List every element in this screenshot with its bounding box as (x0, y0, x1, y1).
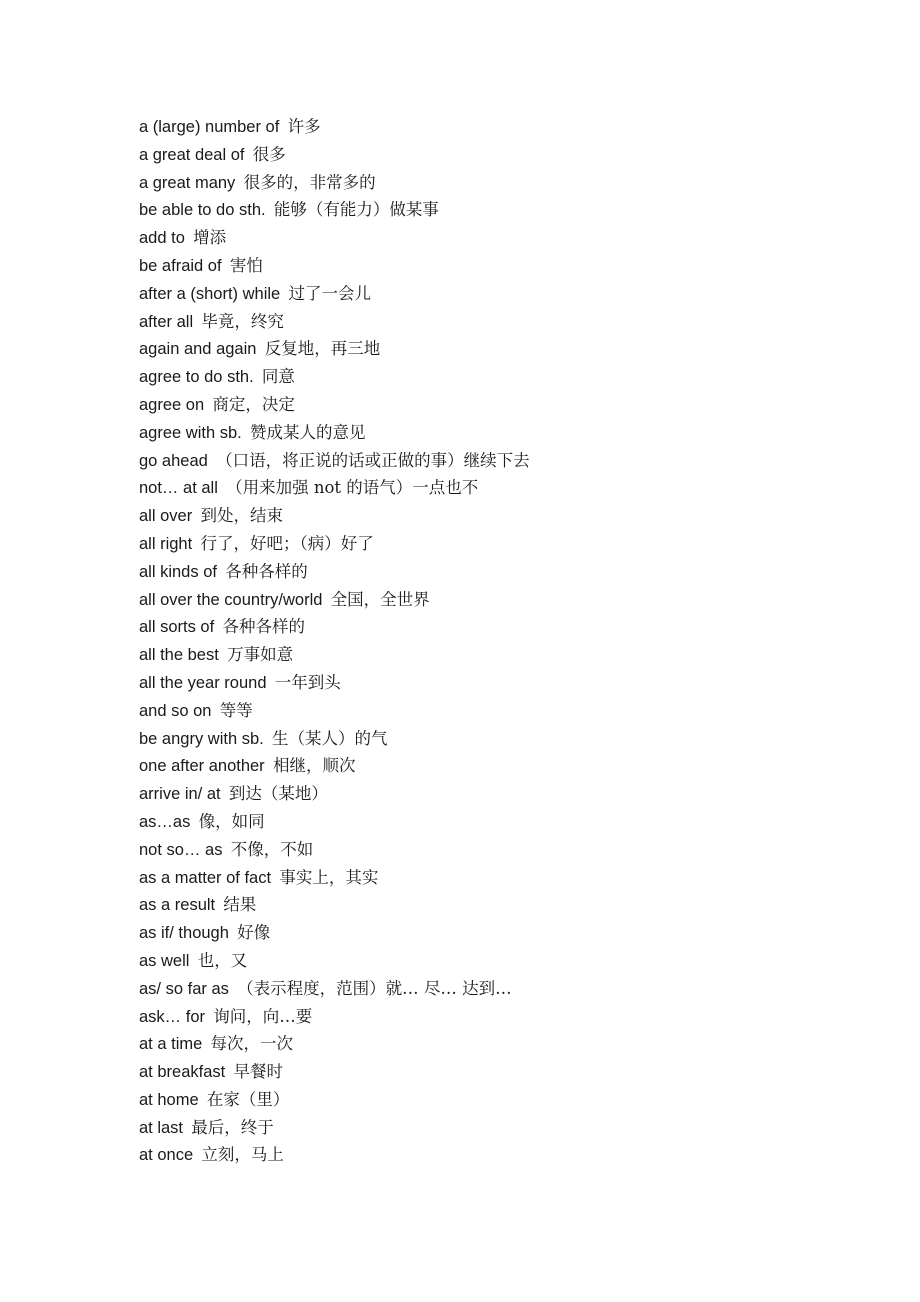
english-phrase: at home (139, 1090, 199, 1109)
phrase-entry (139, 1086, 530, 1114)
english-phrase: at last (139, 1118, 184, 1137)
chinese-meaning: 各种各样的 (222, 617, 305, 637)
english-phrase: one after another (139, 757, 265, 776)
english-phrase: at once (139, 1146, 194, 1165)
phrase-entry (139, 808, 530, 836)
english-phrase: all the year round (139, 673, 267, 692)
chinese-meaning: 许多 (287, 117, 321, 136)
phrase-entry (139, 169, 530, 197)
chinese-meaning: 像，如同 (198, 811, 265, 831)
chinese-meaning: 反复地，再三地 (264, 339, 381, 359)
chinese-meaning: 万事如意 (227, 645, 294, 665)
phrase-entry (139, 725, 530, 753)
phrase-entry (139, 919, 530, 947)
english-phrase: agree on (139, 395, 205, 414)
phrase-entry (139, 697, 530, 725)
english-phrase: agree with sb. (139, 423, 242, 442)
phrase-entry (139, 335, 530, 363)
chinese-meaning: 行了，好吧；（病）好了 (200, 533, 374, 553)
english-phrase: a (large) number of (139, 118, 280, 136)
chinese-meaning: 在家（里） (206, 1089, 290, 1109)
phrase-entry (139, 780, 530, 808)
chinese-meaning: 一年到头 (274, 672, 341, 692)
chinese-meaning: 赞成某人的意见 (249, 422, 366, 442)
english-phrase: be angry with sb. (139, 729, 264, 748)
phrase-entry (139, 836, 530, 864)
phrase-entry (139, 975, 530, 1003)
chinese-meaning: 早餐时 (233, 1062, 283, 1082)
chinese-meaning: 毕竟，终究 (201, 311, 284, 331)
english-phrase: all over (139, 507, 193, 526)
chinese-meaning: （表示程度，范围）就… 尽… 达到… (237, 978, 512, 998)
chinese-meaning: 到达（某地） (228, 784, 328, 804)
english-phrase: all over the country/world (139, 590, 323, 609)
chinese-meaning: 过了一会儿 (288, 283, 371, 303)
english-phrase: as well (139, 951, 190, 970)
chinese-meaning: 很多 (252, 144, 286, 164)
chinese-meaning: 商定，决定 (212, 394, 295, 414)
chinese-meaning: （口语，将正说的话或正做的事）继续下去 (216, 450, 530, 470)
phrase-entry (139, 891, 530, 919)
english-phrase: all kinds of (139, 562, 217, 581)
english-phrase: after a (short) while (139, 284, 281, 303)
chinese-meaning: 事实上，其实 (279, 867, 379, 887)
english-phrase: as a result (139, 896, 216, 915)
english-phrase: be able to do sth. (139, 201, 266, 220)
english-phrase: add to (139, 229, 185, 248)
phrase-entry (139, 308, 530, 336)
english-phrase: be afraid of (139, 256, 222, 275)
english-phrase: as…as (139, 812, 191, 831)
phrase-entry (139, 419, 530, 447)
chinese-meaning: 能够（有能力）做某事 (273, 200, 439, 220)
english-phrase: all right (139, 534, 193, 553)
english-phrase: all the best (139, 646, 219, 665)
english-phrase: a great many (139, 173, 236, 192)
phrase-entry (139, 752, 530, 780)
phrase-entry (139, 391, 530, 419)
phrase-entry (139, 280, 530, 308)
english-phrase: all sorts of (139, 618, 215, 637)
phrase-entry (139, 1114, 530, 1142)
phrase-entry (139, 224, 530, 252)
english-phrase: ask… for (139, 1007, 206, 1026)
chinese-meaning: 询问，向…要 (213, 1006, 313, 1026)
chinese-meaning: 最后，终于 (191, 1117, 274, 1137)
chinese-meaning: 不像，不如 (230, 839, 314, 859)
english-phrase: a great deal of (139, 145, 245, 164)
english-phrase: at a time (139, 1035, 203, 1054)
phrase-list (139, 113, 530, 1169)
chinese-meaning: 全国，全世界 (330, 589, 430, 609)
english-phrase: not… at all (139, 479, 218, 498)
chinese-meaning: 也，又 (197, 950, 248, 970)
chinese-meaning: 到处，结束 (200, 506, 283, 526)
phrase-entry (139, 669, 530, 697)
english-phrase: go ahead (139, 451, 208, 470)
phrase-entry (139, 141, 530, 169)
phrase-entry (139, 864, 530, 892)
phrase-entry (139, 613, 530, 641)
phrase-entry (139, 447, 530, 475)
english-phrase: at breakfast (139, 1063, 226, 1082)
chinese-meaning: 害怕 (229, 255, 263, 275)
phrase-entry (139, 641, 530, 669)
chinese-meaning: 同意 (261, 367, 295, 387)
english-phrase: as if/ though (139, 924, 229, 943)
phrase-entry (139, 474, 530, 502)
chinese-meaning: 各种各样的 (225, 561, 308, 581)
chinese-meaning: 结果 (223, 895, 257, 915)
chinese-meaning: 相继，顺次 (272, 756, 356, 776)
english-phrase: after all (139, 312, 194, 331)
phrase-entry (139, 113, 530, 141)
phrase-entry (139, 558, 530, 586)
phrase-entry (139, 502, 530, 530)
chinese-meaning: 每次，一次 (210, 1034, 294, 1054)
english-phrase: not so… as (139, 840, 223, 859)
english-phrase: again and again (139, 340, 257, 359)
phrase-entry (139, 252, 530, 280)
phrase-entry (139, 1003, 530, 1031)
phrase-entry (139, 196, 530, 224)
english-phrase: and so on (139, 701, 212, 720)
chinese-meaning: 等等 (219, 700, 253, 720)
chinese-meaning: 很多的，非常多的 (243, 172, 376, 192)
chinese-meaning: 增添 (193, 228, 227, 248)
phrase-entry (139, 530, 530, 558)
english-phrase: arrive in/ at (139, 785, 221, 804)
phrase-entry (139, 586, 530, 614)
chinese-meaning: 生（某人）的气 (271, 728, 388, 748)
chinese-meaning: 立刻，马上 (201, 1145, 284, 1165)
phrase-entry (139, 1058, 530, 1086)
phrase-entry (139, 947, 530, 975)
phrase-entry (139, 1141, 530, 1169)
english-phrase: as a matter of fact (139, 868, 272, 887)
english-phrase: as/ so far as (139, 979, 229, 998)
english-phrase: agree to do sth. (139, 368, 254, 387)
phrase-entry (139, 1030, 530, 1058)
chinese-meaning: （用来加强 not 的语气）一点也不 (226, 478, 479, 498)
phrase-entry (139, 363, 530, 391)
chinese-meaning: 好像 (237, 923, 271, 943)
